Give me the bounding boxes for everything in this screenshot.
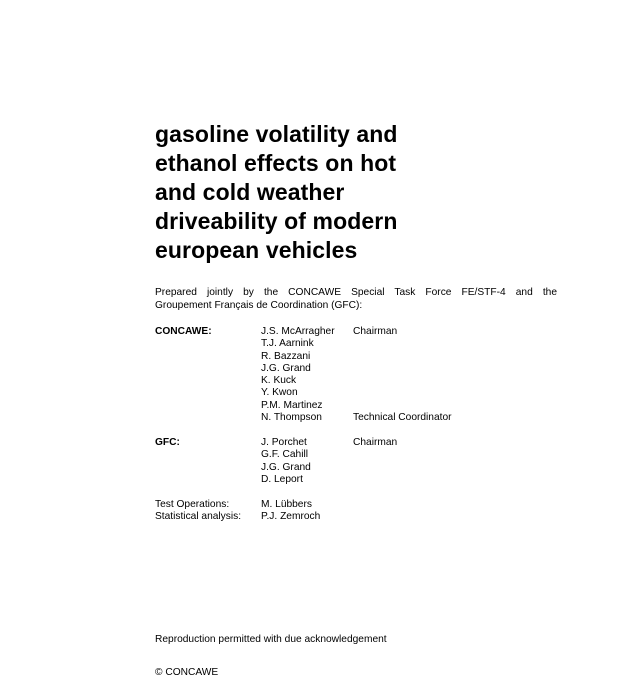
- member-role: [353, 462, 397, 474]
- copyright-notice: © CONCAWE: [155, 667, 219, 678]
- title-line: and cold weather: [155, 179, 345, 205]
- member-name: J. Porchet: [261, 437, 307, 448]
- preparation-line-1: Prepared jointly by the CONCAWE Special Task Force FE/STF-4 and the: [155, 287, 557, 298]
- gfc-members: [261, 437, 311, 486]
- member-name: N. Thompson: [261, 412, 322, 424]
- concawe-label: CONCAWE:: [155, 326, 212, 337]
- member-name: J.S. McArragher: [261, 326, 335, 337]
- member-name: Y. Kwon: [261, 387, 298, 399]
- member-name: R. Bazzani: [261, 350, 311, 362]
- concawe-members: [261, 326, 335, 424]
- member-name: T.J. Aarnink: [261, 338, 314, 350]
- member-role: [353, 338, 452, 350]
- gfc-label: GFC:: [155, 437, 180, 448]
- concawe-roles: [353, 326, 452, 424]
- title-line: gasoline volatility and: [155, 121, 398, 147]
- preparation-statement: [155, 287, 557, 312]
- statistical-analysis-name: P.J. Zemroch: [261, 511, 321, 522]
- member-role: [353, 400, 452, 412]
- document-title: [155, 120, 475, 265]
- statistical-analysis-label: Statistical analysis:: [155, 511, 242, 522]
- preparation-line-2: Groupement Français de Coordination (GFC):: [155, 299, 363, 311]
- member-role: [353, 387, 452, 399]
- member-name: J.G. Grand: [261, 461, 311, 473]
- member-role: [353, 474, 397, 486]
- member-role: [353, 363, 452, 375]
- member-name: G.F. Cahill: [261, 449, 308, 461]
- member-name: J.G. Grand: [261, 362, 311, 374]
- member-name: K. Kuck: [261, 375, 297, 387]
- reproduction-notice: Reproduction permitted with due acknowledgement: [155, 634, 387, 645]
- title-line: european vehicles: [155, 237, 358, 263]
- member-name: D. Leport: [261, 473, 303, 485]
- member-role: Chairman: [353, 326, 398, 337]
- member-name: P.M. Martinez: [261, 399, 323, 411]
- gfc-roles: [353, 437, 397, 486]
- member-role: [353, 375, 452, 387]
- test-operations-label: Test Operations:: [155, 499, 230, 510]
- member-role: [353, 449, 397, 461]
- member-role: Chairman: [353, 437, 398, 448]
- member-role: [353, 351, 452, 363]
- title-line: driveability of modern: [155, 208, 398, 234]
- test-operations-name: M. Lübbers: [261, 499, 312, 510]
- title-line: ethanol effects on hot: [155, 150, 397, 176]
- member-role: Technical Coordinator: [353, 412, 452, 424]
